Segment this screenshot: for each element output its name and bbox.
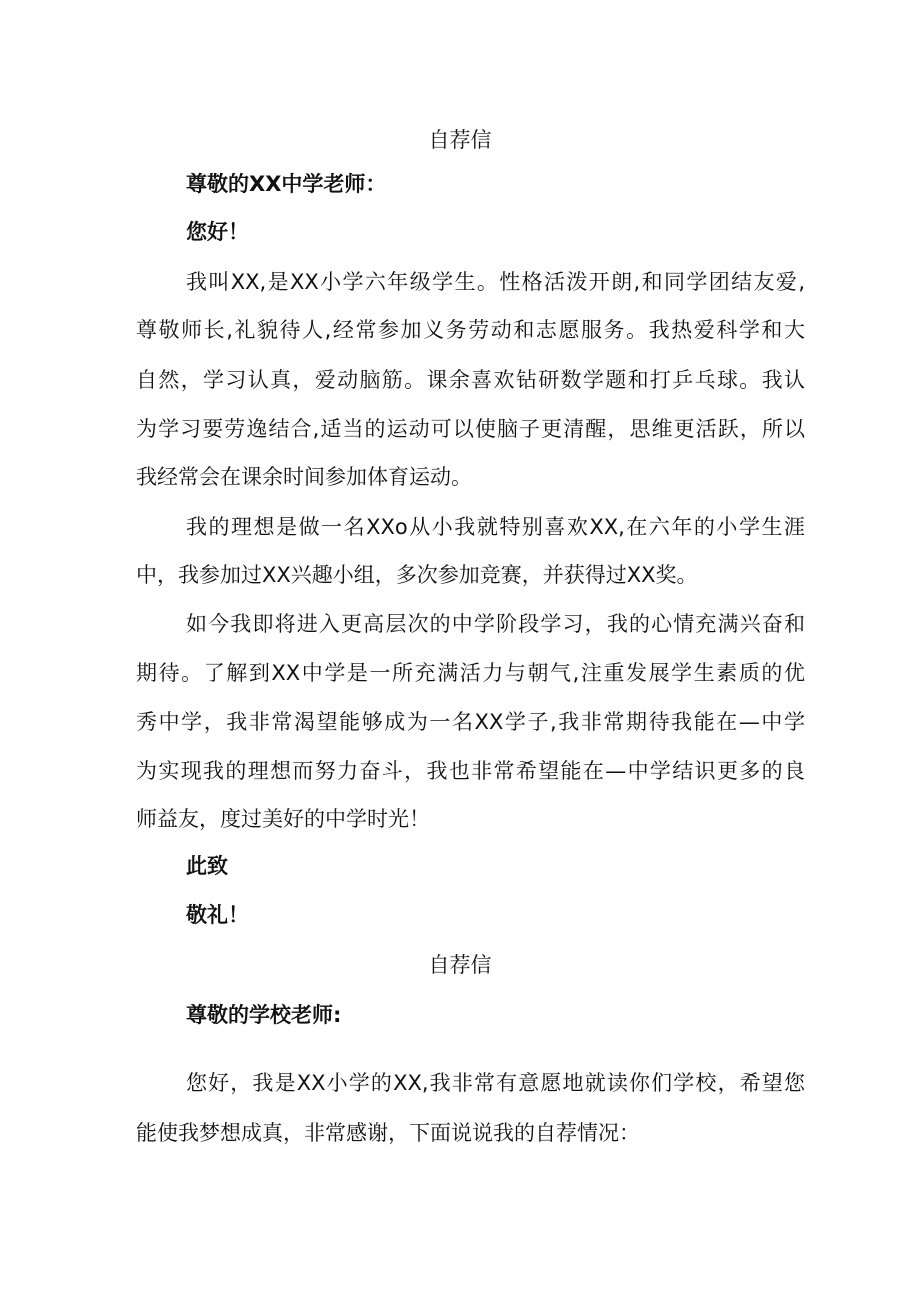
letter1-closing-2: 敬礼！ bbox=[186, 903, 249, 927]
letter2-p1-line2: 能使我梦想成真，非常感谢，下面说说我的自荐情况： bbox=[136, 1121, 640, 1145]
letter1-p1-line1: 我叫XX,是XX小学六年级学生。性格活泼开朗,和同学团结友爱, bbox=[186, 270, 805, 294]
letter1-p1-line4: 为学习要劳逸结合,适当的运动可以使脑子更清醒，思维更活跃，所以 bbox=[136, 417, 805, 441]
letter1-p3-line2: 期待。了解到XX中学是一所充满活力与朝气,注重发展学生素质的优 bbox=[136, 661, 805, 685]
letter1-p2-line2: 中，我参加过XX兴趣小组，多次参加竞赛，并获得过XX奖。 bbox=[136, 563, 698, 587]
letter1-closing-1: 此致 bbox=[186, 854, 228, 878]
letter2-title: 自荐信 bbox=[428, 953, 492, 977]
letter1-p3-line1: 如今我即将进入更高层次的中学阶段学习，我的心情充满兴奋和 bbox=[186, 612, 805, 636]
letter1-p2-line1: 我的理想是做一名XXo从小我就特别喜欢XX,在六年的小学生涯 bbox=[186, 515, 805, 539]
letter1-p1-line2: 尊敬师长,礼貌待人,经常参加义务劳动和志愿服务。我热爱科学和大 bbox=[136, 318, 805, 342]
letter2-salutation: 尊敬的学校老师: bbox=[186, 1003, 342, 1027]
letter1-p3-line5: 师益友，度过美好的中学时光！ bbox=[136, 807, 430, 831]
letter2-p1-line1: 您好，我是XX小学的XX,我非常有意愿地就读你们学校，希望您 bbox=[186, 1071, 805, 1095]
letter1-title: 自荐信 bbox=[428, 128, 492, 152]
letter1-p3-line3: 秀中学，我非常渴望能够成为一名XX学子,我非常期待我能在—中学 bbox=[136, 710, 805, 734]
letter1-p3-line4: 为实现我的理想而努力奋斗，我也非常希望能在—中学结识更多的良 bbox=[136, 759, 805, 783]
letter1-greeting: 您好！ bbox=[186, 220, 249, 244]
letter1-salutation: 尊敬的XX中学老师： bbox=[186, 172, 387, 196]
letter1-p1-line5: 我经常会在课余时间参加体育运动。 bbox=[136, 465, 472, 489]
letter1-p1-line3: 自然，学习认真，爱动脑筋。课余喜欢钻研数学题和打乒乓球。我认 bbox=[136, 368, 805, 392]
